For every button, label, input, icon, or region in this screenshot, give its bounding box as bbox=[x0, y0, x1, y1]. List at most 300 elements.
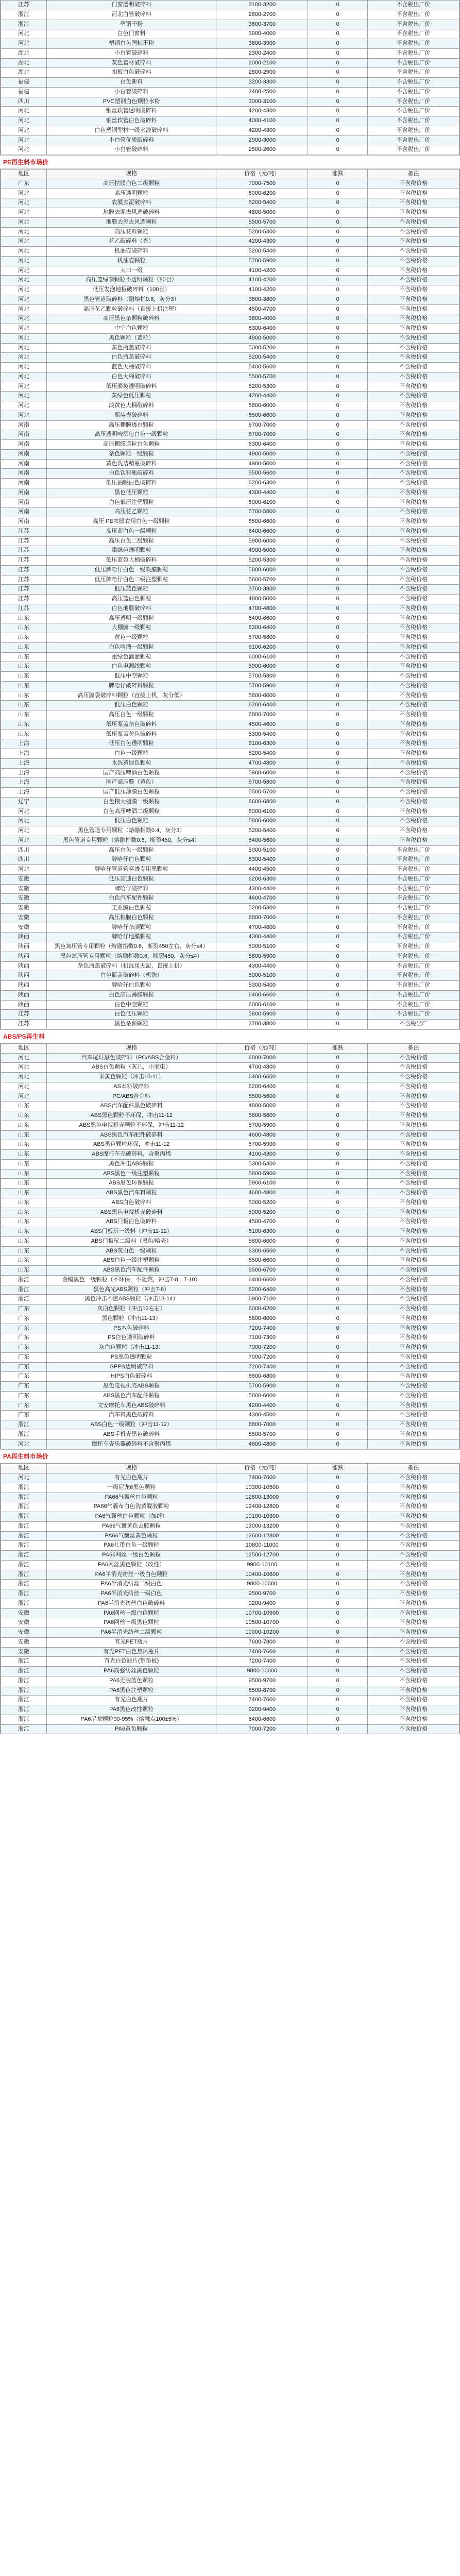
region-cell: 广东 bbox=[1, 1401, 47, 1411]
price-cell: 5200-5300 bbox=[216, 556, 308, 566]
region-cell: 河北 bbox=[1, 107, 47, 116]
note-cell: 不含税价格 bbox=[367, 401, 459, 411]
note-cell: 不含税价格 bbox=[367, 1608, 459, 1618]
spec-cell: ABS黑色电视机壳颗粒不环保，冲击11-12 bbox=[47, 1121, 216, 1130]
spec-cell: 高压棚膜造粒白色颗粒 bbox=[47, 440, 216, 450]
region-cell: 上海 bbox=[1, 749, 47, 759]
spec-cell: 牌哈仔地膜颗粒 bbox=[47, 933, 216, 942]
change-cell: 0 bbox=[308, 1189, 368, 1198]
table-row bbox=[1, 1705, 459, 1715]
region-cell: 上海 bbox=[1, 739, 47, 749]
price-cell: 6900-7100 bbox=[216, 1295, 308, 1304]
note-cell: 不含税价格 bbox=[367, 1628, 459, 1638]
note-cell: 不含税价格 bbox=[367, 256, 459, 266]
table-row bbox=[1, 874, 459, 884]
spec-cell: 低压牌哈仔白色一级吹膜颗粒 bbox=[47, 565, 216, 575]
spec-cell: 大棚膜一级颗粒 bbox=[47, 623, 216, 633]
price-cell: 4100-4300 bbox=[216, 1150, 308, 1160]
price-cell: 5000-5100 bbox=[216, 845, 308, 855]
spec-cell: 黑色杂颜颗粒 bbox=[47, 1020, 216, 1029]
price-cell: 10800-11000 bbox=[216, 1541, 308, 1551]
spec-cell: 黑色氮压管专用颗粒（熔融指数0.6，断裂450左右，灰分≤4） bbox=[47, 942, 216, 952]
change-cell: 0 bbox=[308, 39, 368, 49]
price-cell: 4200-4400 bbox=[216, 392, 308, 401]
table-row bbox=[1, 135, 459, 145]
change-cell: 0 bbox=[308, 720, 368, 730]
spec-cell: 大口一级 bbox=[47, 266, 216, 276]
table-header-row bbox=[1, 1043, 459, 1053]
region-cell: 江苏 bbox=[1, 565, 47, 575]
spec-cell: 低压高速白色颗粒 bbox=[47, 874, 216, 884]
spec-cell: 黑色冲击不燃ABS颗粒（冲击13-14） bbox=[47, 1295, 216, 1304]
spec-cell: 米黄色颗粒（冲击10-11） bbox=[47, 1073, 216, 1082]
note-cell: 不含税出厂价 bbox=[367, 39, 459, 49]
region-cell: 河南 bbox=[1, 459, 47, 469]
region-cell: 浙江 bbox=[1, 1531, 47, 1541]
region-cell: 河北 bbox=[1, 198, 47, 208]
region-cell: 浙江 bbox=[1, 1493, 47, 1502]
price-cell: 6200-6300 bbox=[216, 874, 308, 884]
table-row bbox=[1, 116, 459, 126]
table-row bbox=[1, 817, 459, 826]
price-cell: 9800-10000 bbox=[216, 1667, 308, 1676]
price-cell: 6500-6600 bbox=[216, 517, 308, 527]
price-cell: 5700-5900 bbox=[216, 1382, 308, 1392]
note-cell: 不含税出厂价 bbox=[367, 145, 459, 155]
change-cell: 0 bbox=[308, 401, 368, 411]
table-row bbox=[1, 952, 459, 961]
column-header-note: 备注 bbox=[367, 1464, 459, 1473]
spec-cell: 黑色颗粒（造粒） bbox=[47, 333, 216, 343]
change-cell: 0 bbox=[308, 324, 368, 334]
note-cell: 不含税价格 bbox=[367, 1473, 459, 1483]
price-cell: 5700-5900 bbox=[216, 681, 308, 691]
price-cell: 12500-12700 bbox=[216, 1551, 308, 1561]
change-cell: 0 bbox=[308, 595, 368, 604]
table-row bbox=[1, 681, 459, 691]
spec-cell: 白色地膜破碎料 bbox=[47, 604, 216, 614]
spec-cell: 牌哈仔破碎料颗粒 bbox=[47, 681, 216, 691]
region-cell: 湖北 bbox=[1, 48, 47, 58]
note-cell: 不含税价格 bbox=[367, 826, 459, 836]
table-row bbox=[1, 662, 459, 672]
table-row bbox=[1, 894, 459, 904]
column-header-note: 备注 bbox=[367, 170, 459, 179]
change-cell: 0 bbox=[308, 1053, 368, 1063]
change-cell: 0 bbox=[308, 189, 368, 198]
spec-cell: PVC塑钢白色颗粒水粉 bbox=[47, 97, 216, 107]
change-cell: 0 bbox=[308, 1628, 368, 1638]
region-cell: 浙江 bbox=[1, 20, 47, 29]
table-row bbox=[1, 904, 459, 913]
note-cell: 不含税价格 bbox=[367, 710, 459, 720]
note-cell: 不含税价格 bbox=[367, 1705, 459, 1715]
price-cell: 6000-6100 bbox=[216, 807, 308, 817]
price-cell: 5300-5400 bbox=[216, 855, 308, 865]
region-cell: 河北 bbox=[1, 1092, 47, 1101]
note-cell: 不含税出厂价 bbox=[367, 135, 459, 145]
change-cell: 0 bbox=[308, 1285, 368, 1295]
table-row bbox=[1, 343, 459, 353]
price-cell: 3000-3100 bbox=[216, 97, 308, 107]
change-cell: 0 bbox=[308, 247, 368, 257]
change-cell: 0 bbox=[308, 126, 368, 135]
change-cell: 0 bbox=[308, 1551, 368, 1561]
region-cell: 浙江 bbox=[1, 1521, 47, 1531]
region-cell: 山东 bbox=[1, 1217, 47, 1227]
note-cell: 不含税价格 bbox=[367, 1521, 459, 1531]
note-cell: 不含税价格 bbox=[367, 565, 459, 575]
spec-cell: 门窗透明破碎料 bbox=[47, 1, 216, 10]
region-cell: 河北 bbox=[1, 865, 47, 875]
note-cell: 不含税价格 bbox=[367, 517, 459, 527]
region-cell: 河南 bbox=[1, 507, 47, 517]
change-cell: 0 bbox=[308, 488, 368, 498]
region-cell: 河北 bbox=[1, 392, 47, 401]
price-cell: 5300-5400 bbox=[216, 730, 308, 739]
region-cell: 河北 bbox=[1, 411, 47, 420]
column-header-region: 地区 bbox=[1, 170, 47, 179]
change-cell: 0 bbox=[308, 1696, 368, 1705]
table-row bbox=[1, 1217, 459, 1227]
note-cell: 不含税价格 bbox=[367, 1101, 459, 1111]
price-cell: 4300-4400 bbox=[216, 933, 308, 942]
spec-cell: 牌哈仔白色颗粒 bbox=[47, 855, 216, 865]
change-cell: 0 bbox=[308, 565, 368, 575]
region-cell: 河北 bbox=[1, 324, 47, 334]
region-cell: 河北 bbox=[1, 126, 47, 135]
region-cell: 江苏 bbox=[1, 527, 47, 536]
region-cell: 河北 bbox=[1, 266, 47, 276]
note-cell: 不含税价格 bbox=[367, 1266, 459, 1276]
note-cell: 不含税价格 bbox=[367, 758, 459, 768]
region-cell: 江苏 bbox=[1, 536, 47, 546]
spec-cell: 河北白管破碎料 bbox=[47, 10, 216, 20]
region-cell: 山东 bbox=[1, 720, 47, 730]
spec-cell: 黑色管道专用颗粒（熔融指数0.4，灰分3） bbox=[47, 826, 216, 836]
change-cell: 0 bbox=[308, 971, 368, 981]
note-cell: 不含税价格 bbox=[367, 382, 459, 392]
change-cell: 0 bbox=[308, 1169, 368, 1179]
price-cell: 6800-7000 bbox=[216, 913, 308, 923]
note-cell: 不含税出厂价 bbox=[367, 971, 459, 981]
change-cell: 0 bbox=[308, 836, 368, 845]
table-row bbox=[1, 1314, 459, 1324]
region-cell: 广东 bbox=[1, 1343, 47, 1353]
price-cell: 3700-3800 bbox=[216, 1020, 308, 1029]
spec-cell: PA6高强纺丝黑色颗粒 bbox=[47, 1667, 216, 1676]
price-cell: 9800-10000 bbox=[216, 1580, 308, 1589]
region-cell: 山东 bbox=[1, 1140, 47, 1150]
table-row bbox=[1, 469, 459, 479]
note-cell: 不含税价格 bbox=[367, 1324, 459, 1333]
spec-cell: 国产高压啤酒白色颗粒 bbox=[47, 768, 216, 778]
note-cell: 不含税出厂价 bbox=[367, 29, 459, 39]
table-row bbox=[1, 1724, 459, 1734]
change-cell: 0 bbox=[308, 1000, 368, 1010]
change-cell: 0 bbox=[308, 459, 368, 469]
spec-cell: ABS黑色汽车配件破碎料 bbox=[47, 1130, 216, 1140]
note-cell: 不含税价格 bbox=[367, 469, 459, 479]
price-cell: 4200-4300 bbox=[216, 107, 308, 116]
change-cell: 0 bbox=[308, 614, 368, 623]
spec-cell: 低压白色颗粒 bbox=[47, 817, 216, 826]
region-cell: 浙江 bbox=[1, 1724, 47, 1734]
spec-cell: ABS白色一级注塑颗粒 bbox=[47, 1256, 216, 1266]
note-cell: 不含税出厂价 bbox=[367, 904, 459, 913]
region-cell: 山东 bbox=[1, 1236, 47, 1246]
table-row bbox=[1, 324, 459, 334]
price-cell: 5000-5100 bbox=[216, 971, 308, 981]
price-cell: 4300-4400 bbox=[216, 884, 308, 894]
region-cell: 河北 bbox=[1, 826, 47, 836]
change-cell: 0 bbox=[308, 730, 368, 739]
change-cell: 0 bbox=[308, 874, 368, 884]
table-row bbox=[1, 1198, 459, 1208]
table-row bbox=[1, 797, 459, 807]
change-cell: 0 bbox=[308, 135, 368, 145]
spec-cell: 白色瓶盖破碎料 bbox=[47, 353, 216, 363]
price-cell: 6200-6400 bbox=[216, 701, 308, 710]
table-row bbox=[1, 1589, 459, 1599]
region-cell: 广东 bbox=[1, 1352, 47, 1362]
note-cell: 不含税价格 bbox=[367, 1352, 459, 1362]
column-header-region: 地区 bbox=[1, 1464, 47, 1473]
price-cell: 6800-7000 bbox=[216, 1420, 308, 1430]
spec-cell: ABS灰白色一级颗粒 bbox=[47, 1246, 216, 1256]
price-cell: 4700-4800 bbox=[216, 604, 308, 614]
note-cell: 不含税价格 bbox=[367, 1121, 459, 1130]
table-row bbox=[1, 1531, 459, 1541]
table-row bbox=[1, 1266, 459, 1276]
region-cell: 陕西 bbox=[1, 971, 47, 981]
table-row bbox=[1, 614, 459, 623]
region-cell: 河北 bbox=[1, 189, 47, 198]
note-cell: 不含税价格 bbox=[367, 623, 459, 633]
change-cell: 0 bbox=[308, 440, 368, 450]
region-cell: 河北 bbox=[1, 401, 47, 411]
note-cell: 不含税价格 bbox=[367, 392, 459, 401]
note-cell: 不含税价格 bbox=[367, 1541, 459, 1551]
table-row bbox=[1, 527, 459, 536]
spec-cell: PA66网丝一级白色颗粒 bbox=[47, 1551, 216, 1561]
table-row bbox=[1, 768, 459, 778]
region-cell: 河北 bbox=[1, 276, 47, 285]
price-cell: 4600-4800 bbox=[216, 1189, 308, 1198]
table-row bbox=[1, 189, 459, 198]
change-cell: 0 bbox=[308, 116, 368, 126]
table-row bbox=[1, 1580, 459, 1589]
region-cell: 河北 bbox=[1, 217, 47, 227]
note-cell: 不含税价格 bbox=[367, 440, 459, 450]
spec-cell: ABS黑色汽车料颗粒 bbox=[47, 1189, 216, 1198]
change-cell: 0 bbox=[308, 942, 368, 952]
region-cell: 山东 bbox=[1, 1121, 47, 1130]
table-row bbox=[1, 1227, 459, 1237]
note-cell: 不含税价格 bbox=[367, 295, 459, 304]
note-cell: 不含税价格 bbox=[367, 1140, 459, 1150]
table-row bbox=[1, 1, 459, 10]
note-cell: 不含税价格 bbox=[367, 1483, 459, 1493]
spec-cell: 杂色颗粒一级颗粒 bbox=[47, 449, 216, 459]
note-cell: 不含税价格 bbox=[367, 1208, 459, 1217]
price-cell: 4800-5000 bbox=[216, 1101, 308, 1111]
change-cell: 0 bbox=[308, 1, 368, 10]
region-cell: 陕西 bbox=[1, 942, 47, 952]
change-cell: 0 bbox=[308, 68, 368, 78]
price-cell: 6200-6400 bbox=[216, 1285, 308, 1295]
price-cell: 12600-12800 bbox=[216, 1531, 308, 1541]
region-cell: 河北 bbox=[1, 836, 47, 845]
table-row bbox=[1, 39, 459, 49]
note-cell: 不含税价格 bbox=[367, 304, 459, 314]
region-cell: 浙江 bbox=[1, 1295, 47, 1304]
change-cell: 0 bbox=[308, 333, 368, 343]
region-cell: 河北 bbox=[1, 135, 47, 145]
change-cell: 0 bbox=[308, 304, 368, 314]
spec-cell: 钢丝软管透明破碎料 bbox=[47, 107, 216, 116]
spec-cell: 白色高压啤酒二级颗粒 bbox=[47, 807, 216, 817]
change-cell: 0 bbox=[308, 1121, 368, 1130]
price-cell: 9200-9400 bbox=[216, 1705, 308, 1715]
table-row bbox=[1, 449, 459, 459]
note-cell: 不含税出厂价 bbox=[367, 894, 459, 904]
spec-cell: 小白管破碎料 bbox=[47, 145, 216, 155]
price-cell: 5400-5600 bbox=[216, 363, 308, 372]
table-row bbox=[1, 440, 459, 450]
note-cell: 不含税价格 bbox=[367, 788, 459, 798]
price-cell: 5500-5700 bbox=[216, 372, 308, 382]
price-cell: 5300-5400 bbox=[216, 981, 308, 991]
price-cell: 6400-6600 bbox=[216, 1275, 308, 1285]
table-row bbox=[1, 546, 459, 556]
price-cell: 4600-4800 bbox=[216, 1439, 308, 1449]
price-cell: 9200-9400 bbox=[216, 1599, 308, 1608]
region-cell: 山东 bbox=[1, 1159, 47, 1169]
spec-cell: 白色啤酒一级颗粒 bbox=[47, 642, 216, 652]
table-row bbox=[1, 556, 459, 566]
note-cell: 不含税价格 bbox=[367, 266, 459, 276]
change-cell: 0 bbox=[308, 623, 368, 633]
change-cell: 0 bbox=[308, 1667, 368, 1676]
table-row bbox=[1, 672, 459, 682]
note-cell: 不含税出厂价 bbox=[367, 865, 459, 875]
spec-cell: 农膜去泥破碎料 bbox=[47, 198, 216, 208]
price-cell: 7000-7200 bbox=[216, 1343, 308, 1353]
table-row bbox=[1, 923, 459, 933]
region-cell: 山东 bbox=[1, 642, 47, 652]
region-cell: 安徽 bbox=[1, 1608, 47, 1618]
spec-cell: 塑钢白色国标干粉 bbox=[47, 39, 216, 49]
table-row bbox=[1, 1053, 459, 1063]
note-cell: 不含税价格 bbox=[367, 1246, 459, 1256]
region-cell: 安徽 bbox=[1, 904, 47, 913]
table-row bbox=[1, 1411, 459, 1420]
price-cell: 7400-7600 bbox=[216, 1647, 308, 1657]
note-cell: 不含税价格 bbox=[367, 237, 459, 247]
spec-cell: 黄绿色低压颗粒 bbox=[47, 392, 216, 401]
spec-cell: ABS摩托车壳破碎料，含聚丙烯 bbox=[47, 1150, 216, 1160]
table-row bbox=[1, 1439, 459, 1449]
note-cell: 不含税价格 bbox=[367, 1391, 459, 1401]
note-cell: 不含税价格 bbox=[367, 1551, 459, 1561]
table-row bbox=[1, 1483, 459, 1493]
table-row bbox=[1, 1667, 459, 1676]
price-cell: 9500-9700 bbox=[216, 1676, 308, 1686]
region-cell: 河北 bbox=[1, 363, 47, 372]
price-cell: 5400-5600 bbox=[216, 836, 308, 845]
price-cell: 5500-5600 bbox=[216, 1092, 308, 1101]
spec-cell: 高压棚膜透白颗粒 bbox=[47, 420, 216, 430]
note-cell: 不含税价格 bbox=[367, 1179, 459, 1189]
price-cell: 5300-5400 bbox=[216, 1159, 308, 1169]
change-cell: 0 bbox=[308, 227, 368, 237]
change-cell: 0 bbox=[308, 913, 368, 923]
region-cell: 安徽 bbox=[1, 894, 47, 904]
spec-cell: 灰白色颗粒（冲击12左右） bbox=[47, 1304, 216, 1314]
column-header-note: 备注 bbox=[367, 1043, 459, 1053]
price-cell: 3600-3700 bbox=[216, 20, 308, 29]
note-cell: 不含税价格 bbox=[367, 1333, 459, 1343]
price-cell: 4800-5000 bbox=[216, 208, 308, 218]
region-cell: 河北 bbox=[1, 1439, 47, 1449]
spec-cell: 汽车料黑色破碎料 bbox=[47, 1411, 216, 1420]
note-cell: 不含税价格 bbox=[367, 1314, 459, 1324]
price-cell: 5700-5900 bbox=[216, 1121, 308, 1130]
region-cell: 浙江 bbox=[1, 1285, 47, 1295]
table-row bbox=[1, 749, 459, 759]
price-cell: 2900-3000 bbox=[216, 135, 308, 145]
table-row bbox=[1, 913, 459, 923]
spec-cell: ABS黑色汽车配件颗粒 bbox=[47, 1266, 216, 1276]
region-cell: 浙江 bbox=[1, 1686, 47, 1696]
change-cell: 0 bbox=[308, 904, 368, 913]
change-cell: 0 bbox=[308, 314, 368, 324]
change-cell: 0 bbox=[308, 981, 368, 991]
table-row bbox=[1, 1101, 459, 1111]
column-header-region: 地区 bbox=[1, 1043, 47, 1053]
spec-cell: 瓶装壶破碎料 bbox=[47, 411, 216, 420]
spec-cell: 白色电源线颗粒 bbox=[47, 662, 216, 672]
note-cell: 不含税价格 bbox=[367, 1724, 459, 1734]
spec-cell: 牌哈仔破碎料 bbox=[47, 884, 216, 894]
spec-cell: 黑色冲击ABS颗粒 bbox=[47, 1159, 216, 1169]
change-cell: 0 bbox=[308, 217, 368, 227]
spec-cell: 重绿色滴灌颗粒 bbox=[47, 652, 216, 662]
table-row bbox=[1, 575, 459, 585]
region-cell: 河北 bbox=[1, 208, 47, 218]
table-row bbox=[1, 1352, 459, 1362]
change-cell: 0 bbox=[308, 266, 368, 276]
price-cell: 3200-3300 bbox=[216, 78, 308, 88]
spec-cell: 高压白色一级颗粒 bbox=[47, 710, 216, 720]
note-cell: 不含税价格 bbox=[367, 575, 459, 585]
change-cell: 0 bbox=[308, 1724, 368, 1734]
region-cell: 山东 bbox=[1, 1246, 47, 1256]
note-cell: 不含税价格 bbox=[367, 1198, 459, 1208]
table-row bbox=[1, 517, 459, 527]
table-row bbox=[1, 1092, 459, 1101]
note-cell: 不含税价格 bbox=[367, 1304, 459, 1314]
change-cell: 0 bbox=[308, 107, 368, 116]
price-cell: 5700-5900 bbox=[216, 1140, 308, 1150]
price-cell: 6600-6800 bbox=[216, 1372, 308, 1382]
note-cell: 不含税出厂价 bbox=[367, 952, 459, 961]
change-cell: 0 bbox=[308, 1382, 368, 1392]
spec-cell: 白色塑钢型材一级水洗破碎料 bbox=[47, 126, 216, 135]
table-row bbox=[1, 691, 459, 701]
note-cell: 不含税出厂价 bbox=[367, 942, 459, 952]
